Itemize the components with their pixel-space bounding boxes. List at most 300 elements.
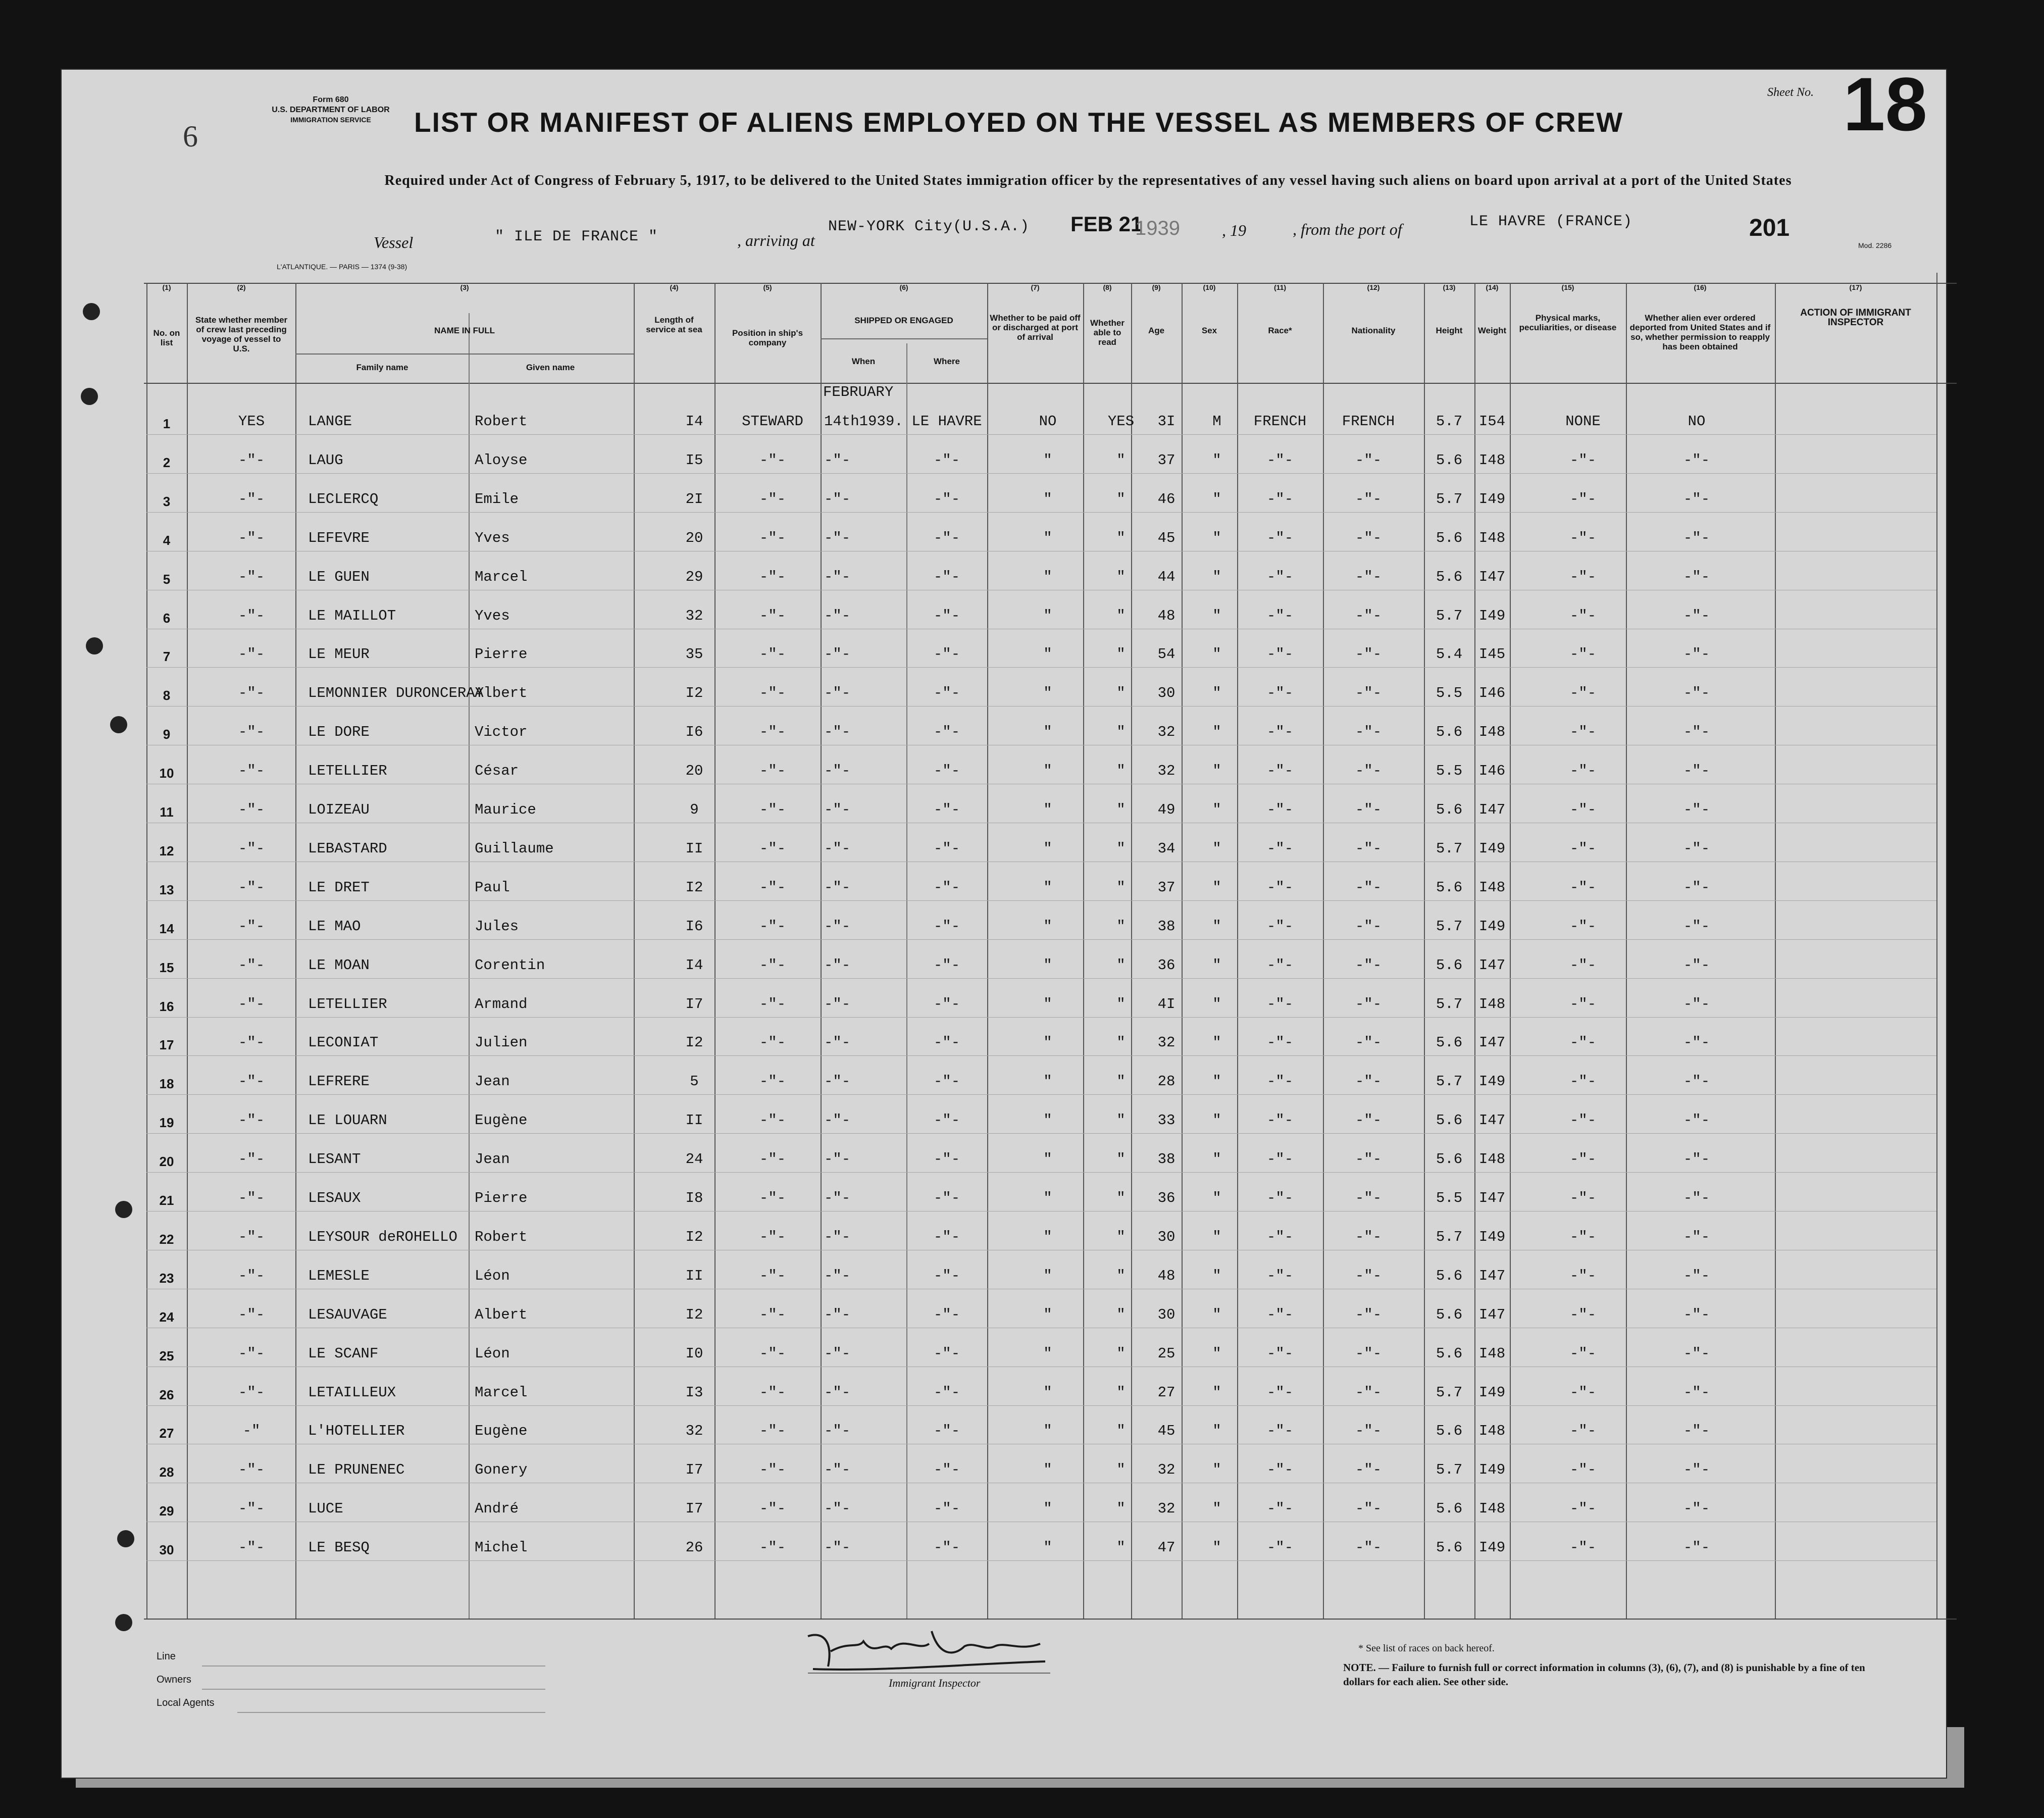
cell-height: 5.7	[1436, 1073, 1463, 1090]
row-rule	[146, 1094, 1936, 1095]
cell-read: "	[1116, 724, 1126, 741]
cell-service: I4	[685, 956, 703, 974]
column-label: No. on list	[153, 328, 180, 347]
cell-when: -"-	[824, 1461, 851, 1479]
cell-race: -"-	[1266, 685, 1294, 702]
col-border	[146, 283, 147, 1619]
cell-service: I2	[685, 879, 703, 896]
col-border	[1424, 283, 1425, 1619]
cell-sex: "	[1212, 1034, 1221, 1051]
cell-height: 5.7	[1436, 607, 1463, 624]
cell-age: 37	[1157, 451, 1176, 469]
row-number: 4	[163, 532, 171, 548]
cell-family: LESAUVAGE	[308, 1306, 387, 1323]
cell-service: I6	[685, 918, 703, 935]
cell-nationality: -"-	[1355, 1539, 1382, 1556]
column-label: Position in ship's company	[732, 328, 803, 347]
cell-service: 35	[685, 646, 703, 663]
vessel-label: Vessel	[374, 233, 414, 251]
cell-paid: "	[1043, 763, 1052, 780]
cell-read: "	[1116, 995, 1126, 1013]
cell-read: "	[1116, 956, 1126, 974]
cell-given: Léon	[475, 1345, 510, 1362]
footer-note	[1343, 1660, 1899, 1689]
column-number: (15)	[1561, 283, 1574, 291]
cell-age: 44	[1157, 568, 1176, 585]
row-rule	[146, 473, 1936, 474]
cell-sex: "	[1212, 1384, 1221, 1401]
column-sublabel: Where	[934, 357, 960, 366]
cell-read: "	[1116, 607, 1126, 624]
page-subtitle: Required under Act of Congress of February 5, 1917, to be delivered to the United States immigration officer by the representatives of any vessel having such aliens on board upon arrival at a port of the United States	[384, 173, 1792, 188]
cell-where: -"-	[933, 1306, 960, 1323]
printer-imprint: L'ATLANTIQUE. — PARIS — 1374 (9-38)	[277, 263, 407, 271]
cell-nationality: -"-	[1355, 1423, 1382, 1440]
arrival-port: NEW-YORK City(U.S.A.)	[828, 218, 1030, 235]
cell-when: -"-	[824, 1073, 851, 1090]
signature-caption: Immigrant Inspector	[889, 1677, 981, 1689]
cell-prev: -"-	[238, 763, 265, 780]
cell-height: 5.6	[1436, 1306, 1463, 1323]
cell-height: 5.6	[1436, 801, 1463, 818]
cell-read: "	[1116, 1073, 1126, 1090]
cell-where: -"-	[933, 879, 960, 896]
cell-marks: -"-	[1569, 1151, 1597, 1168]
cell-weight: I49	[1478, 1539, 1506, 1556]
cell-service: I7	[685, 1461, 703, 1479]
cell-sex: "	[1212, 490, 1221, 508]
cell-race: -"-	[1266, 1034, 1294, 1051]
cell-age: 4I	[1157, 995, 1176, 1013]
cell-where: -"-	[933, 1500, 960, 1518]
cell-prev: -"-	[238, 1306, 265, 1323]
cell-family: LANGE	[308, 413, 352, 430]
cell-read: "	[1116, 1345, 1126, 1362]
column-number: (17)	[1849, 283, 1862, 291]
cell-deported: -"-	[1683, 995, 1710, 1013]
cell-height: 5.7	[1436, 995, 1463, 1013]
column-number: (13)	[1443, 283, 1456, 291]
cell-deported: -"-	[1683, 763, 1710, 780]
cell-weight: I47	[1478, 568, 1506, 585]
cell-weight: I47	[1478, 1190, 1506, 1206]
cell-age: 45	[1157, 1423, 1176, 1440]
cell-read: "	[1116, 1461, 1126, 1479]
cell-age: 27	[1157, 1384, 1176, 1401]
column-label: Sex	[1201, 326, 1217, 335]
cell-weight: I47	[1478, 1034, 1506, 1051]
cell-nationality: -"-	[1355, 685, 1382, 702]
cell-weight: I49	[1478, 918, 1506, 935]
cell-marks: -"-	[1569, 1423, 1597, 1440]
cell-when: -"-	[824, 490, 851, 508]
cell-where: -"-	[933, 1539, 960, 1556]
row-number: 23	[159, 1270, 174, 1286]
cell-height: 5.6	[1436, 1151, 1463, 1168]
cell-position: -"-	[759, 607, 786, 624]
cell-deported: -"-	[1683, 1267, 1710, 1284]
corner-mark: 6	[183, 120, 198, 153]
cell-race: -"-	[1266, 1306, 1294, 1323]
col-border	[1510, 283, 1511, 1619]
cell-race: -"-	[1266, 995, 1294, 1013]
year-label: , 19	[1222, 221, 1246, 239]
cell-service: I8	[685, 1190, 703, 1206]
cell-read: "	[1116, 1034, 1126, 1051]
departure-port: LE HAVRE (FRANCE)	[1469, 213, 1633, 230]
col-border	[1936, 273, 1937, 1619]
cell-sex: "	[1212, 607, 1221, 624]
cell-sex: "	[1212, 724, 1221, 741]
punch-hole	[83, 303, 100, 320]
cell-given: Eugène	[475, 1112, 528, 1129]
cell-read: "	[1116, 1500, 1126, 1518]
cell-position: -"-	[759, 568, 786, 585]
cell-paid: "	[1043, 607, 1052, 624]
cell-when: -"-	[824, 801, 851, 818]
cell-weight: I49	[1478, 1384, 1506, 1401]
arrival-stamp-date: FEB 21	[1070, 212, 1143, 236]
cell-nationality: -"-	[1355, 1151, 1382, 1168]
cell-given: Guillaume	[475, 840, 554, 857]
cell-race: -"-	[1266, 763, 1294, 780]
cell-when: -"-	[824, 1190, 851, 1206]
row-number: 19	[159, 1115, 174, 1131]
cell-family: LEFRERE	[308, 1073, 370, 1090]
cell-position: -"-	[759, 685, 786, 702]
cell-nationality: -"-	[1355, 451, 1382, 469]
cell-given: Aloyse	[475, 451, 528, 469]
cell-position: -"-	[759, 451, 786, 469]
cell-nationality: -"-	[1355, 724, 1382, 741]
cell-deported: -"-	[1683, 1461, 1710, 1479]
cell-read: "	[1116, 568, 1126, 585]
cell-deported: -"-	[1683, 1384, 1710, 1401]
cell-prev: -"-	[238, 607, 265, 624]
cell-sex: "	[1212, 1500, 1221, 1518]
cell-family: LEBASTARD	[308, 840, 387, 857]
cell-family: LOIZEAU	[308, 801, 370, 818]
cell-where: -"-	[933, 568, 960, 585]
cell-read: "	[1116, 840, 1126, 857]
punch-hole	[110, 716, 127, 733]
cell-paid: "	[1043, 840, 1052, 857]
cell-sex: "	[1212, 1151, 1221, 1168]
cell-weight: I54	[1478, 413, 1506, 430]
cell-age: 46	[1157, 490, 1176, 508]
cell-height: 5.6	[1436, 1423, 1463, 1440]
cell-marks: -"-	[1569, 529, 1597, 546]
cell-prev: -"-	[238, 685, 265, 702]
cell-paid: "	[1043, 918, 1052, 935]
cell-service: I4	[685, 413, 703, 430]
row-number: 9	[163, 727, 171, 742]
cell-where: -"-	[933, 1267, 960, 1284]
cell-age: 30	[1157, 1306, 1176, 1323]
cell-nationality: -"-	[1355, 763, 1382, 780]
punch-hole	[115, 1201, 132, 1218]
cell-sex: "	[1212, 995, 1221, 1013]
cell-height: 5.6	[1436, 1500, 1463, 1518]
cell-deported: -"-	[1683, 1228, 1710, 1245]
cell-given: Paul	[475, 879, 510, 896]
cell-marks: -"-	[1569, 1228, 1597, 1245]
cell-race: -"-	[1266, 840, 1294, 857]
cell-when: -"-	[824, 529, 851, 546]
cell-paid: "	[1043, 1190, 1052, 1206]
cell-deported: -"-	[1683, 1500, 1710, 1518]
cell-nationality: -"-	[1355, 1112, 1382, 1129]
cell-age: 38	[1157, 918, 1176, 935]
cell-race: -"-	[1266, 646, 1294, 663]
cell-read: "	[1116, 685, 1126, 702]
column-label: Physical marks, peculiarities, or disease	[1519, 313, 1617, 332]
cell-where: -"-	[933, 1461, 960, 1479]
cell-position: -"-	[759, 1384, 786, 1401]
cell-read: "	[1116, 1306, 1126, 1323]
cell-when: 14th1939.	[824, 413, 903, 430]
cell-height: 5.7	[1436, 490, 1463, 508]
cell-prev: -"-	[238, 1190, 265, 1206]
cell-prev: -"-	[238, 490, 265, 508]
cell-race: -"-	[1266, 1112, 1294, 1129]
cell-where: -"-	[933, 490, 960, 508]
row-rule	[146, 900, 1936, 901]
column-label: Whether able to read	[1090, 318, 1125, 347]
cell-sex: "	[1212, 1190, 1221, 1206]
cell-where: -"-	[933, 1073, 960, 1090]
cell-nationality: -"-	[1355, 1384, 1382, 1401]
cell-height: 5.6	[1436, 1267, 1463, 1284]
cell-nationality: -"-	[1355, 801, 1382, 818]
cell-given: Julien	[475, 1034, 528, 1051]
cell-given: Robert	[475, 1228, 528, 1245]
cell-given: Robert	[475, 413, 528, 430]
arriving-label: , arriving at	[737, 231, 815, 249]
cell-where: -"-	[933, 763, 960, 780]
cell-deported: -"-	[1683, 568, 1710, 585]
table-bottom-border	[144, 1619, 1957, 1620]
cell-family: LEYSOUR deROHELLO	[308, 1228, 457, 1245]
cell-where: -"-	[933, 995, 960, 1013]
cell-when: -"-	[824, 1034, 851, 1051]
cell-weight: I48	[1478, 1345, 1506, 1362]
cell-service: 9	[690, 801, 699, 818]
cell-where: -"-	[933, 1345, 960, 1362]
cell-when: -"-	[824, 1423, 851, 1440]
cell-deported: -"-	[1683, 840, 1710, 857]
cell-height: 5.6	[1436, 1034, 1463, 1051]
row-number: 28	[159, 1464, 174, 1480]
cell-deported: -"-	[1683, 1190, 1710, 1206]
cell-sex: "	[1212, 918, 1221, 935]
column-sublabel: Given name	[526, 363, 575, 372]
cell-position: -"-	[759, 763, 786, 780]
cell-paid: "	[1043, 724, 1052, 741]
cell-service: I2	[685, 1306, 703, 1323]
cell-when: -"-	[824, 1267, 851, 1284]
cell-race: -"-	[1266, 1423, 1294, 1440]
list-number: 201	[1749, 215, 1790, 241]
cell-given: Michel	[475, 1539, 528, 1556]
row-rule	[146, 1017, 1936, 1018]
cell-sex: "	[1212, 1539, 1221, 1556]
cell-position: -"-	[759, 1423, 786, 1440]
row-number: 12	[159, 843, 174, 858]
cell-weight: I49	[1478, 840, 1506, 857]
cell-prev: -"-	[238, 1345, 265, 1362]
cell-read: "	[1116, 879, 1126, 896]
column-number: (2)	[237, 283, 246, 291]
cell-height: 5.4	[1436, 646, 1463, 663]
row-number: 13	[159, 882, 174, 897]
column-label: Whether to be paid off or discharged at port of arrival	[990, 313, 1081, 342]
row-rule	[146, 978, 1936, 979]
cell-deported: -"-	[1683, 1423, 1710, 1440]
line-label: Line	[157, 1651, 176, 1662]
cell-weight: I47	[1478, 1306, 1506, 1323]
page-title: LIST OR MANIFEST OF ALIENS EMPLOYED ON THE VESSEL AS MEMBERS OF CREW	[414, 107, 1624, 138]
cell-prev: -"	[242, 1423, 261, 1440]
cell-height: 5.7	[1436, 1228, 1463, 1245]
cell-marks: -"-	[1569, 879, 1597, 896]
col-border	[821, 283, 822, 1619]
cell-height: 5.7	[1436, 1384, 1463, 1401]
cell-paid: "	[1043, 879, 1052, 896]
cell-sex: "	[1212, 1423, 1221, 1440]
cell-height: 5.6	[1436, 1345, 1463, 1362]
cell-family: LESAUX	[308, 1190, 361, 1206]
cell-service: 26	[685, 1539, 703, 1556]
cell-weight: I49	[1478, 1228, 1506, 1245]
column-label: Whether alien ever ordered deported from United States and if so, whether permission to reapply has been obtained	[1629, 313, 1771, 351]
cell-weight: I48	[1478, 529, 1506, 546]
cell-age: 49	[1157, 801, 1176, 818]
column-sublabel: Family name	[356, 363, 408, 372]
column-number: (11)	[1273, 283, 1287, 291]
cell-position: -"-	[759, 1539, 786, 1556]
cell-nationality: FRENCH	[1342, 413, 1395, 430]
cell-age: 32	[1157, 1034, 1176, 1051]
cell-position: -"-	[759, 1034, 786, 1051]
cell-when: -"-	[824, 568, 851, 585]
cell-deported: -"-	[1683, 451, 1710, 469]
col-border	[1131, 283, 1132, 1619]
cell-paid: "	[1043, 568, 1052, 585]
cell-sex: "	[1212, 879, 1221, 896]
cell-position: -"-	[759, 1112, 786, 1129]
cell-family: LECONIAT	[308, 1034, 379, 1051]
cell-when: -"-	[824, 840, 851, 857]
cell-given: Yves	[475, 529, 510, 546]
cell-weight: I49	[1478, 1461, 1506, 1479]
race-note: * See list of races on back hereof.	[1358, 1643, 1495, 1654]
row-number: 14	[159, 921, 174, 936]
cell-paid: "	[1043, 1423, 1052, 1440]
cell-position: -"-	[759, 801, 786, 818]
cell-prev: -"-	[238, 1500, 265, 1518]
cell-race: -"-	[1266, 490, 1294, 508]
cell-sex: "	[1212, 529, 1221, 546]
cell-deported: -"-	[1683, 1306, 1710, 1323]
cell-weight: I47	[1478, 956, 1506, 974]
cell-given: Eugène	[475, 1423, 528, 1440]
cell-given: Victor	[475, 724, 528, 741]
line-field	[202, 1665, 545, 1666]
cell-service: 24	[685, 1151, 703, 1168]
cell-nationality: -"-	[1355, 1190, 1382, 1206]
row-number: 29	[159, 1503, 174, 1519]
cell-service: I6	[685, 724, 703, 741]
cell-weight: I46	[1478, 763, 1506, 780]
cell-where: -"-	[933, 1384, 960, 1401]
row-number: 21	[159, 1193, 174, 1208]
cell-position: -"-	[759, 529, 786, 546]
cell-marks: -"-	[1569, 724, 1597, 741]
cell-deported: NO	[1688, 413, 1706, 430]
sheet-label: Sheet No.	[1767, 86, 1814, 99]
cell-position: -"-	[759, 1461, 786, 1479]
cell-weight: I49	[1478, 607, 1506, 624]
cell-marks: -"-	[1569, 763, 1597, 780]
col-border	[1323, 283, 1324, 1619]
cell-height: 5.6	[1436, 724, 1463, 741]
cell-service: II	[685, 1267, 703, 1284]
cell-age: 32	[1157, 1500, 1176, 1518]
cell-marks: -"-	[1569, 451, 1597, 469]
cell-family: LE MAILLOT	[308, 607, 396, 624]
cell-paid: "	[1043, 490, 1052, 508]
cell-service: I2	[685, 1034, 703, 1051]
cell-where: -"-	[933, 1112, 960, 1129]
cell-read: "	[1116, 1151, 1126, 1168]
cell-height: 5.6	[1436, 956, 1463, 974]
cell-paid: "	[1043, 529, 1052, 546]
row-rule	[146, 1172, 1936, 1173]
column-label: NAME IN FULL	[434, 326, 495, 335]
cell-family: LAUG	[308, 451, 343, 469]
cell-age: 32	[1157, 724, 1176, 741]
cell-sex: "	[1212, 956, 1221, 974]
cell-when: -"-	[824, 1539, 851, 1556]
cell-when: -"-	[824, 1384, 851, 1401]
cell-given: Gonery	[475, 1461, 528, 1479]
cell-service: I0	[685, 1345, 703, 1362]
form-number: Form 680	[313, 95, 349, 104]
row-rule	[146, 667, 1936, 668]
cell-family: LEMONNIER DURONCERAY	[308, 685, 484, 702]
cell-service: I3	[685, 1384, 703, 1401]
cell-read: "	[1116, 1384, 1126, 1401]
cell-age: 45	[1157, 529, 1176, 546]
cell-age: 54	[1157, 646, 1176, 663]
cell-race: FRENCH	[1253, 413, 1307, 430]
cell-read: "	[1116, 646, 1126, 663]
cell-position: -"-	[759, 840, 786, 857]
cell-race: -"-	[1266, 568, 1294, 585]
cell-height: 5.6	[1436, 879, 1463, 896]
cell-prev: -"-	[238, 1461, 265, 1479]
row-rule	[146, 434, 1936, 435]
cell-marks: -"-	[1569, 956, 1597, 974]
subheader-line	[295, 354, 634, 355]
cell-marks: -"-	[1569, 1539, 1597, 1556]
cell-when: -"-	[824, 724, 851, 741]
column-label: ACTION OF IMMIGRANT INSPECTOR	[1800, 308, 1911, 328]
cell-prev: -"-	[238, 451, 265, 469]
header-bottom-border	[144, 383, 1957, 384]
cell-family: LE MEUR	[308, 646, 370, 663]
